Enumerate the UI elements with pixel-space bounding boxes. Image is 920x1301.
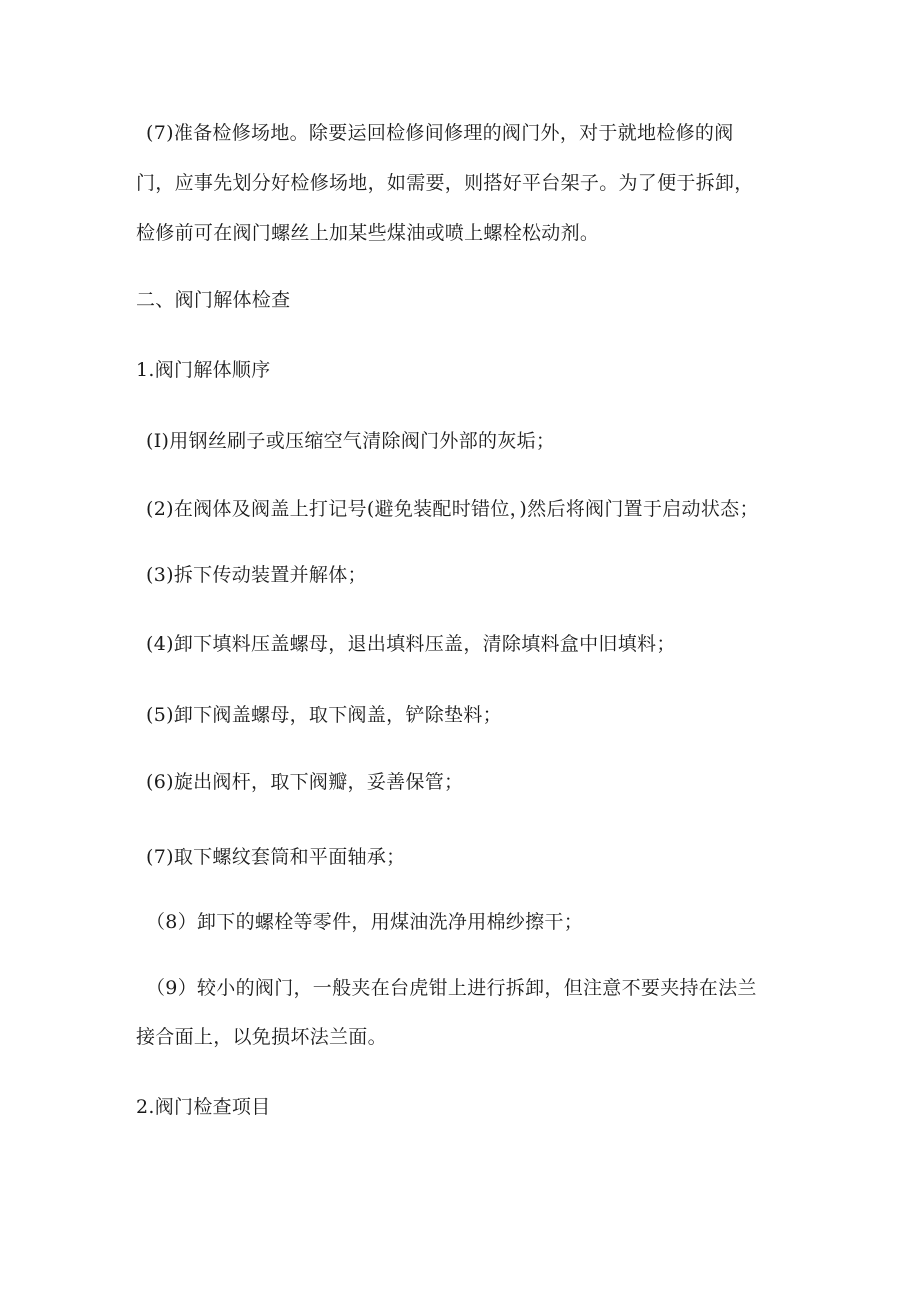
step-4: (4)卸下填料压盖螺母，退出填料压盖，清除填料盒中旧填料； <box>146 633 676 655</box>
section-heading-valve-disassembly-inspection: 二、阀门解体检查 <box>136 289 291 311</box>
paragraph-7-line-3: 检修前可在阀门螺丝上加某些煤油或喷上螺栓松动剂。 <box>136 222 600 244</box>
step-9-line-2: 接合面上，以免损坏法兰面。 <box>136 1026 387 1048</box>
step-5: (5)卸下阀盖螺母，取下阀盖，铲除垫料； <box>146 704 502 726</box>
subheading-disassembly-sequence: 1.阀门解体顺序 <box>136 359 271 381</box>
step-1: (I)用钢丝刷子或压缩空气清除阀门外部的灰垢； <box>146 430 556 452</box>
step-3: (3)拆下传动装置并解体； <box>146 564 367 586</box>
step-9-line-1: （9）较小的阀门，一般夹在台虎钳上进行拆卸，但注意不要夹持在法兰 <box>146 977 757 999</box>
step-6: (6)旋出阀杆，取下阀瓣，妥善保管； <box>146 771 464 793</box>
paragraph-7-line-2: 门，应事先划分好检修场地，如需要，则搭好平台架子。为了便于拆卸， <box>136 172 754 194</box>
step-8: （8）卸下的螺栓等零件，用煤油洗净用棉纱擦干； <box>146 911 583 933</box>
subheading-inspection-items: 2.阀门检查项目 <box>136 1096 271 1118</box>
step-2: (2)在阀体及阀盖上打记号(避免装配时错位，)然后将阀门置于启动状态； <box>146 498 759 520</box>
paragraph-7-line-1: (7)准备检修场地。除要运回检修间修理的阀门外，对于就地检修的阀 <box>146 122 734 144</box>
step-7: (7)取下螺纹套筒和平面轴承； <box>146 846 406 868</box>
